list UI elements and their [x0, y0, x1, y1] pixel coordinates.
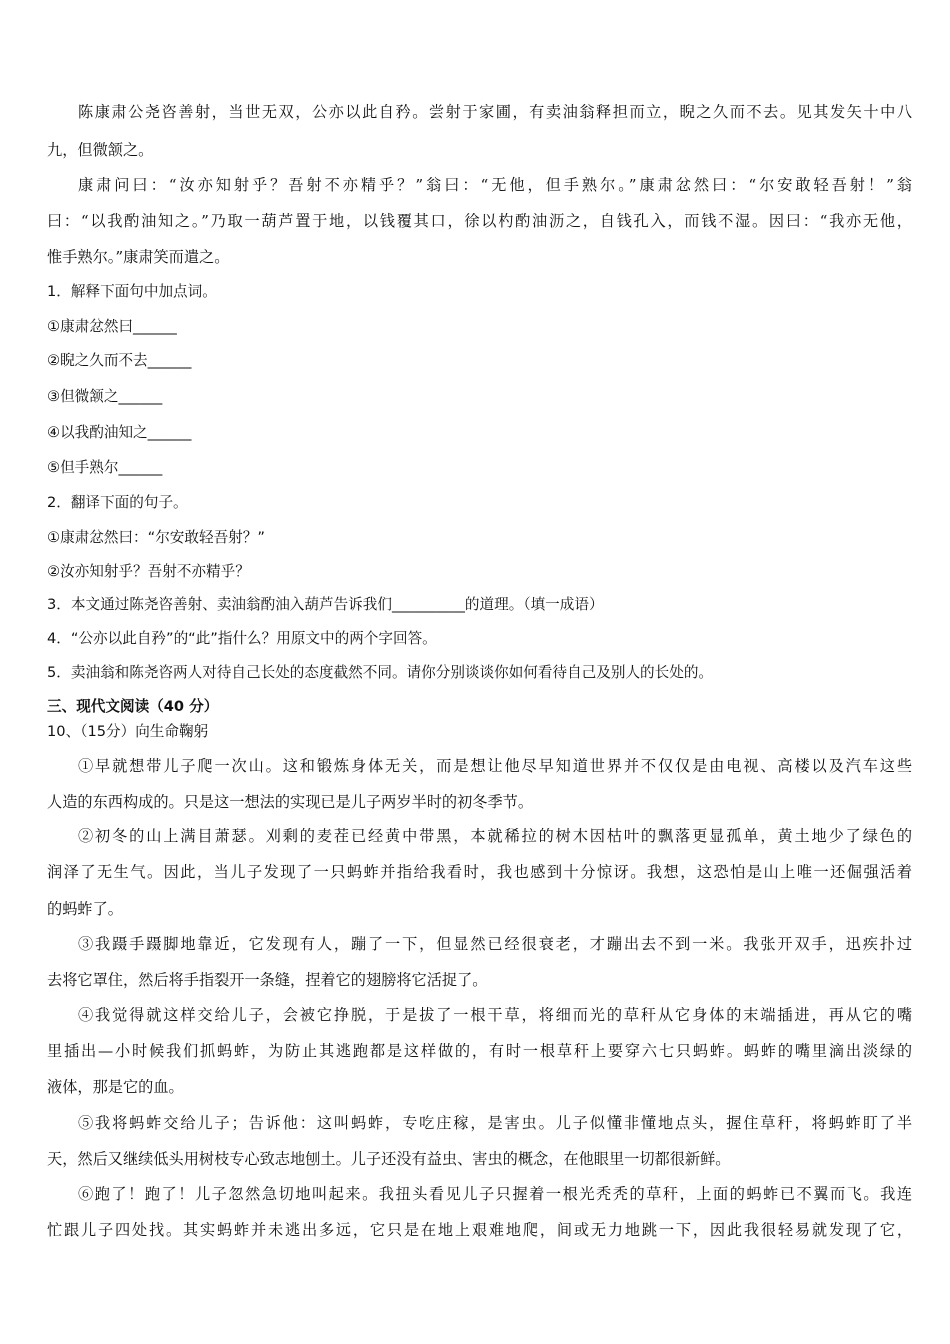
passage-line: ⑤我将蚂蚱交给儿子；告诉他：这叫蚂蚱，专吃庄稼，是害虫。儿子似懂非懂地点头，握住草秆，将蚂蚱盯了半 [78, 1114, 912, 1132]
question-item: ④以我酌油知之______ [47, 424, 192, 441]
passage-line: 曰：“以我酌油知之。”乃取一葫芦置于地，以钱覆其口，徐以杓酌油沥之，自钱孔入，而钱不湿。因曰：“我亦无他， [47, 212, 912, 230]
question-item: ①康肃忿然曰：“尔安敢轻吾射？” [47, 529, 265, 546]
question-3: 3．本文通过陈尧咨善射、卖油翁酌油入葫芦告诉我们__________的道理。（填一成语） [47, 596, 604, 613]
question-item: ①康肃忿然曰______ [47, 318, 177, 335]
passage-line: ④我觉得就这样交给儿子，会被它挣脱，于是拔了一根干草，将细而光的草秆从它身体的末端插进，再从它的嘴 [78, 1006, 912, 1024]
passage-line: 液体，那是它的血。 [47, 1078, 184, 1096]
question-1: 1．解释下面句中加点词。 [47, 283, 217, 300]
question-4: 4．“公亦以此自矜”的“此”指什么？用原文中的两个字回答。 [47, 630, 437, 647]
passage-line: 天，然后又继续低头用树枝专心致志地刨土。儿子还没有益虫、害虫的概念，在他眼里一切都很新鲜。 [47, 1150, 731, 1168]
passage-line: 康肃问曰：“汝亦知射乎？吾射不亦精乎？”翁曰：“无他，但手熟尔。”康肃忿然曰：“尔安敢轻吾射！”翁 [78, 176, 912, 194]
question-5: 5．卖油翁和陈尧咨两人对待自己长处的态度截然不同。请你分别谈谈你如何看待自己及别人的长处的。 [47, 664, 714, 681]
passage-line: ③我蹑手蹑脚地靠近，它发现有人，蹦了一下，但显然已经很衰老，才蹦出去不到一米。我张开双手，迅疾扑过 [78, 935, 912, 953]
passage-line: ①早就想带儿子爬一次山。这和锻炼身体无关，而是想让他尽早知道世界并不仅仅是由电视、高楼以及汽车这些 [78, 757, 912, 775]
passage-line: ⑥跑了！跑了！儿子忽然急切地叫起来。我扭头看见儿子只握着一根光秃秃的草秆，上面的蚂蚱已不翼而飞。我连 [78, 1185, 912, 1203]
passage-line: 的蚂蚱了。 [47, 900, 123, 918]
passage-line: 忙跟儿子四处找。其实蚂蚱并未逃出多远，它只是在地上艰难地爬，间或无力地跳一下，因此我很轻易就发现了它， [47, 1221, 912, 1239]
passage-line: ②初冬的山上满目萧瑟。刈剩的麦茬已经黄中带黑，本就稀拉的树木因枯叶的飘落更显孤单，黄土地少了绿色的 [78, 827, 912, 845]
passage-line: 九，但微颔之。 [47, 141, 154, 159]
passage-line: 去将它罩住，然后将手指裂开一条缝，捏着它的翅膀将它活捉了。 [47, 971, 488, 989]
passage-line: 惟手熟尔。”康肃笑而遣之。 [47, 248, 230, 266]
question-item: ②汝亦知射乎？吾射不亦精乎？ [47, 563, 250, 580]
question-item: ⑤但手熟尔______ [47, 459, 163, 476]
question-item: ②睨之久而不去______ [47, 352, 192, 369]
passage-line: 润泽了无生气。因此，当儿子发现了一只蚂蚱并指给我看时，我也感到十分惊讶。我想，这恐怕是山上唯一还倔强活着 [47, 863, 912, 881]
question-item: ③但微颔之______ [47, 388, 163, 405]
question-10-title: 10、（15分）向生命鞠躬 [47, 723, 209, 740]
question-2: 2．翻译下面的句子。 [47, 494, 188, 511]
passage-line: 陈康肃公尧咨善射，当世无双，公亦以此自矜。尝射于家圃，有卖油翁释担而立，睨之久而不去。见其发矢十中八 [78, 103, 912, 121]
section-title: 三、现代文阅读（40 分） [47, 698, 219, 715]
passage-line: 里插出—小时候我们抓蚂蚱，为防止其逃跑都是这样做的，有时一根草秆上要穿六七只蚂蚱。蚂蚱的嘴里滴出淡绿的 [47, 1042, 912, 1060]
passage-line: 人造的东西构成的。只是这一想法的实现已是儿子两岁半时的初冬季节。 [47, 793, 533, 811]
